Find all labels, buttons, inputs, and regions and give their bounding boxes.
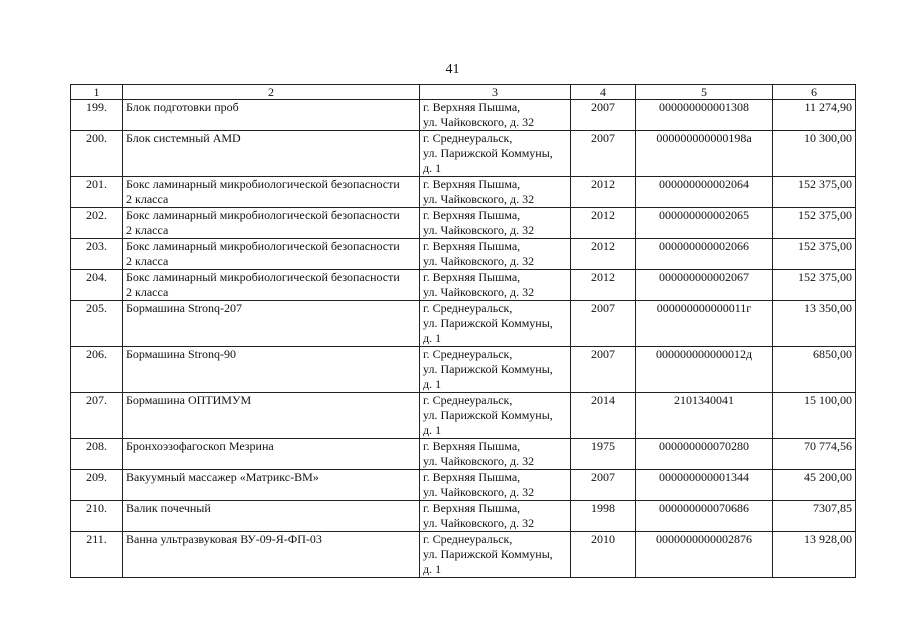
table-row [71, 270, 856, 301]
item-name-cell [123, 270, 420, 301]
table-row [71, 393, 856, 439]
column-header: 5 [636, 85, 773, 100]
row-number-cell: 202. [71, 208, 123, 239]
address-cell [420, 239, 571, 270]
item-name-cell [123, 177, 420, 208]
item-name-line: Бронхоэзофагоскоп Мезрина [126, 439, 274, 453]
address-line: г. Верхняя Пышма, [423, 177, 521, 191]
row-number-cell: 210. [71, 501, 123, 532]
table-row [71, 208, 856, 239]
address-cell [420, 270, 571, 301]
column-header: 4 [571, 85, 636, 100]
inventory-number-cell: 000000000001344 [636, 470, 773, 501]
address-line: г. Верхняя Пышма, [423, 501, 521, 515]
item-name-line: Валик почечный [126, 501, 211, 515]
year-cell: 2012 [571, 208, 636, 239]
item-name-cell [123, 239, 420, 270]
table-body [71, 100, 856, 578]
item-name-line: 2 класса [126, 192, 169, 206]
address-cell [420, 100, 571, 131]
address-line: г. Среднеуральск, [423, 301, 513, 315]
address-line: ул. Парижской Коммуны, [423, 316, 553, 330]
table-row [71, 501, 856, 532]
item-name-line: 2 класса [126, 254, 169, 268]
cost-cell: 13 928,00 [773, 532, 856, 578]
item-name-line: Бормашина Stronq-207 [126, 301, 242, 315]
address-cell [420, 301, 571, 347]
table-row [71, 100, 856, 131]
cost-cell: 10 300,00 [773, 131, 856, 177]
address-line: д. 1 [423, 562, 442, 576]
item-name-cell [123, 208, 420, 239]
page-number: 41 [445, 62, 460, 77]
table-row [71, 239, 856, 270]
year-cell: 1998 [571, 501, 636, 532]
row-number-cell: 209. [71, 470, 123, 501]
address-cell [420, 208, 571, 239]
item-name-cell [123, 501, 420, 532]
cost-cell: 70 774,56 [773, 439, 856, 470]
year-cell: 2007 [571, 100, 636, 131]
address-cell [420, 501, 571, 532]
year-cell: 2012 [571, 239, 636, 270]
address-line: г. Верхняя Пышма, [423, 208, 521, 222]
column-header: 3 [420, 85, 571, 100]
table-header-row [71, 85, 856, 100]
item-name-cell [123, 131, 420, 177]
item-name-line: Бокс ламинарный микробиологической безопасности [126, 270, 400, 284]
inventory-number-cell: 000000000002065 [636, 208, 773, 239]
address-line: г. Среднеуральск, [423, 393, 513, 407]
item-name-line: 2 класса [126, 285, 169, 299]
inventory-number-cell: 000000000002067 [636, 270, 773, 301]
inventory-number-cell: 000000000002064 [636, 177, 773, 208]
address-line: д. 1 [423, 161, 442, 175]
table-row [71, 347, 856, 393]
item-name-line: Бокс ламинарный микробиологической безопасности [126, 239, 400, 253]
cost-cell: 11 274,90 [773, 100, 856, 131]
year-cell: 2012 [571, 270, 636, 301]
inventory-table [70, 84, 856, 578]
address-line: г. Среднеуральск, [423, 532, 513, 546]
row-number-cell: 200. [71, 131, 123, 177]
item-name-line: 2 класса [126, 223, 169, 237]
table-row [71, 532, 856, 578]
table-row [71, 301, 856, 347]
address-line: ул. Чайковского, д. 32 [423, 516, 535, 530]
table-row [71, 439, 856, 470]
item-name-line: Блок системный AMD [126, 131, 241, 145]
cost-cell: 152 375,00 [773, 270, 856, 301]
address-cell [420, 177, 571, 208]
item-name-line: Бокс ламинарный микробиологической безопасности [126, 208, 400, 222]
address-line: г. Верхняя Пышма, [423, 270, 521, 284]
row-number-cell: 205. [71, 301, 123, 347]
row-number-cell: 207. [71, 393, 123, 439]
item-name-cell [123, 439, 420, 470]
address-line: д. 1 [423, 331, 442, 345]
item-name-line: Бокс ламинарный микробиологической безопасности [126, 177, 400, 191]
address-line: г. Среднеуральск, [423, 131, 513, 145]
address-line: ул. Чайковского, д. 32 [423, 485, 535, 499]
year-cell: 2007 [571, 131, 636, 177]
inventory-number-cell: 000000000002066 [636, 239, 773, 270]
inventory-number-cell: 000000000000012д [636, 347, 773, 393]
address-line: д. 1 [423, 423, 442, 437]
row-number-cell: 199. [71, 100, 123, 131]
item-name-line: Бормашина Stronq-90 [126, 347, 236, 361]
column-header: 2 [123, 85, 420, 100]
row-number-cell: 201. [71, 177, 123, 208]
item-name-cell [123, 301, 420, 347]
inventory-number-cell: 000000000000011г [636, 301, 773, 347]
column-header: 6 [773, 85, 856, 100]
row-number-cell: 203. [71, 239, 123, 270]
item-name-line: Бормашина ОПТИМУМ [126, 393, 252, 407]
inventory-number-cell: 000000000070686 [636, 501, 773, 532]
address-cell [420, 347, 571, 393]
row-number-cell: 204. [71, 270, 123, 301]
table-row [71, 470, 856, 501]
item-name-line: Ванна ультразвуковая ВУ-09-Я-ФП-03 [126, 532, 322, 546]
year-cell: 2012 [571, 177, 636, 208]
address-line: ул. Парижской Коммуны, [423, 362, 553, 376]
cost-cell: 45 200,00 [773, 470, 856, 501]
inventory-number-cell: 000000000000198а [636, 131, 773, 177]
address-cell [420, 470, 571, 501]
item-name-line: Блок подготовки проб [126, 100, 239, 114]
item-name-cell [123, 532, 420, 578]
inventory-number-cell: 2101340041 [636, 393, 773, 439]
address-line: г. Верхняя Пышма, [423, 100, 521, 114]
year-cell: 2007 [571, 347, 636, 393]
item-name-cell [123, 100, 420, 131]
address-line: ул. Чайковского, д. 32 [423, 115, 535, 129]
inventory-number-cell: 000000000070280 [636, 439, 773, 470]
year-cell: 1975 [571, 439, 636, 470]
year-cell: 2007 [571, 470, 636, 501]
cost-cell: 6850,00 [773, 347, 856, 393]
address-line: г. Верхняя Пышма, [423, 470, 521, 484]
address-line: г. Среднеуральск, [423, 347, 513, 361]
item-name-cell [123, 347, 420, 393]
column-header: 1 [71, 85, 123, 100]
address-cell [420, 532, 571, 578]
address-cell [420, 393, 571, 439]
cost-cell: 15 100,00 [773, 393, 856, 439]
inventory-number-cell: 000000000001308 [636, 100, 773, 131]
cost-cell: 152 375,00 [773, 239, 856, 270]
cost-cell: 152 375,00 [773, 208, 856, 239]
year-cell: 2007 [571, 301, 636, 347]
cost-cell: 7307,85 [773, 501, 856, 532]
cost-cell: 152 375,00 [773, 177, 856, 208]
row-number-cell: 206. [71, 347, 123, 393]
row-number-cell: 211. [71, 532, 123, 578]
cost-cell: 13 350,00 [773, 301, 856, 347]
address-line: ул. Чайковского, д. 32 [423, 254, 535, 268]
table-row [71, 131, 856, 177]
address-line: г. Верхняя Пышма, [423, 439, 521, 453]
address-line: д. 1 [423, 377, 442, 391]
address-line: ул. Чайковского, д. 32 [423, 192, 535, 206]
address-cell [420, 131, 571, 177]
item-name-line: Вакуумный массажер «Матрикс-ВМ» [126, 470, 319, 484]
address-line: ул. Чайковского, д. 32 [423, 223, 535, 237]
year-cell: 2014 [571, 393, 636, 439]
address-line: ул. Парижской Коммуны, [423, 408, 553, 422]
address-line: ул. Парижской Коммуны, [423, 146, 553, 160]
address-cell [420, 439, 571, 470]
item-name-cell [123, 393, 420, 439]
address-line: ул. Чайковского, д. 32 [423, 454, 535, 468]
address-line: г. Верхняя Пышма, [423, 239, 521, 253]
row-number-cell: 208. [71, 439, 123, 470]
inventory-number-cell: 0000000000002876 [636, 532, 773, 578]
address-line: ул. Парижской Коммуны, [423, 547, 553, 561]
table-row [71, 177, 856, 208]
address-line: ул. Чайковского, д. 32 [423, 285, 535, 299]
year-cell: 2010 [571, 532, 636, 578]
item-name-cell [123, 470, 420, 501]
